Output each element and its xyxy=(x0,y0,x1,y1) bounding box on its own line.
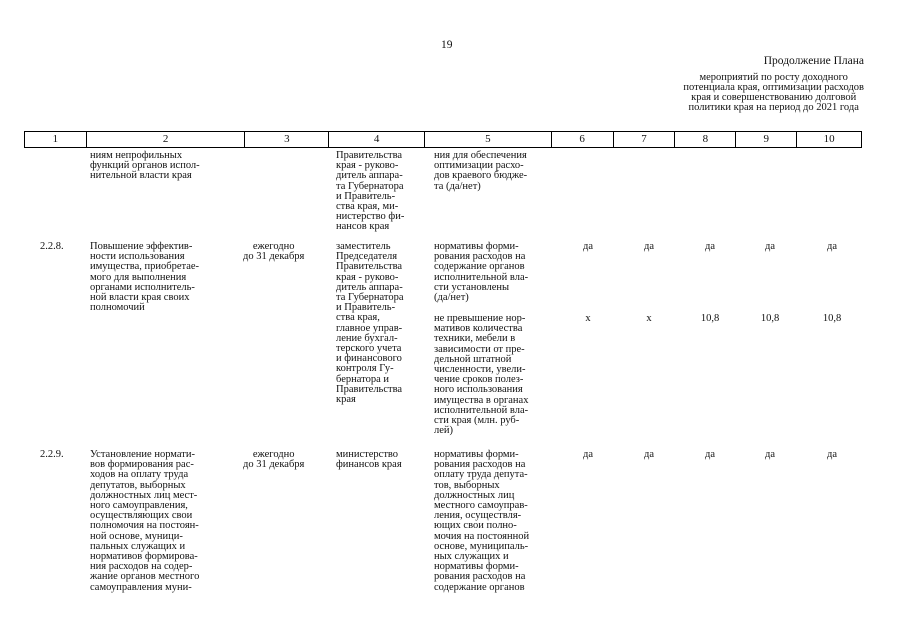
measure-cell: Повышение эффектив- ности использования имущества, приобретае- мого для выполнения органами исполнитель- ной власти края своих полномочий xyxy=(90,241,200,314)
column-header: 8 xyxy=(675,132,736,147)
value-cell: да xyxy=(582,241,593,252)
responsible-cell: заместитель Председателя Правительства края - руково- дитель аппара- та Губернатора и Правитель- ства края, главное управ- ление бухгал- терского учета и финансового контроля Гу- бернатора и Правительства края xyxy=(336,241,404,406)
column-header: 5 xyxy=(425,132,552,147)
value-cell: да xyxy=(582,449,593,460)
value-cell: да xyxy=(826,449,837,460)
column-header: 9 xyxy=(736,132,797,147)
responsible-cell: Правительства края - руково- дитель аппара- та Губернатора и Правитель- ства края, ми- нистерство фи- нансов края xyxy=(336,150,405,233)
column-header: 10 xyxy=(823,133,835,145)
column-header: 7 xyxy=(614,132,676,147)
indicator-cell: нормативы форми- рования расходов на содержание органов исполнительной вла- сти установлены (да/нет) xyxy=(434,241,529,304)
indicator-cell: не превышение нор- мативов количества техники, мебели в зависимости от пре- дельной штатной численности, увели- чение сроков полез- ного использования имущества в органах исполнительной вла- сти края (млн. руб- лей) xyxy=(434,313,529,437)
column-header: 1 xyxy=(25,132,87,147)
value-cell: 10,8 xyxy=(700,313,720,324)
value-cell: да xyxy=(643,449,654,460)
value-cell: 10,8 xyxy=(760,313,780,324)
responsible-cell: министерство финансов края xyxy=(336,449,402,471)
measure-cell: Установление нормати- вов формирования рас- ходов на оплату труда депутатов, выборных должностных лиц мест- ного самоуправления, осуществляющих свои полномочия на постоян- ной основе, муници- пальных служащих и нормативов формирова- ния расходов на содер- жание органов местного самоуправления муни- xyxy=(90,449,200,593)
row-number-cell: 2.2.9. xyxy=(40,449,64,460)
indicator-cell: ния для обеспечения оптимизации расхо- дов краевого бюдже- та (да/нет) xyxy=(434,150,528,192)
table-header xyxy=(24,131,862,148)
value-cell: да xyxy=(764,449,775,460)
value-cell: да xyxy=(704,241,715,252)
value-cell: х xyxy=(585,313,591,324)
plan-title: мероприятий по росту доходного потенциала края, оптимизации расходов края и совершенствованию долговой политики края на период до 2021 года xyxy=(683,72,864,113)
value-cell: х xyxy=(646,313,652,324)
indicator-cell: нормативы форми- рования расходов на оплату труда депута- тов, выборных должностных лиц местного самоуправ- ления, осуществля- ющих свои полно- мочия на постоянной основе, муниципаль- ных служащих и нормативы форми- рования расходов на содержание органов xyxy=(434,449,530,593)
term-cell: ежегодно до 31 декабря xyxy=(243,449,305,471)
column-header: 3 xyxy=(245,132,329,147)
column-header: 2 xyxy=(87,132,246,147)
value-cell: да xyxy=(704,449,715,460)
column-header: 6 xyxy=(552,132,614,147)
column-header: 4 xyxy=(329,132,425,147)
value-cell: да xyxy=(764,241,775,252)
value-cell: да xyxy=(643,241,654,252)
page-number: 19 xyxy=(441,39,453,51)
row-number-cell: 2.2.8. xyxy=(40,241,64,252)
value-cell: да xyxy=(826,241,837,252)
term-cell: ежегодно до 31 декабря xyxy=(243,241,305,263)
measure-cell: ниям непрофильных функций органов испол- нительной власти края xyxy=(90,150,200,182)
continuation-heading: Продолжение Плана xyxy=(763,55,864,67)
value-cell: 10,8 xyxy=(822,313,842,324)
